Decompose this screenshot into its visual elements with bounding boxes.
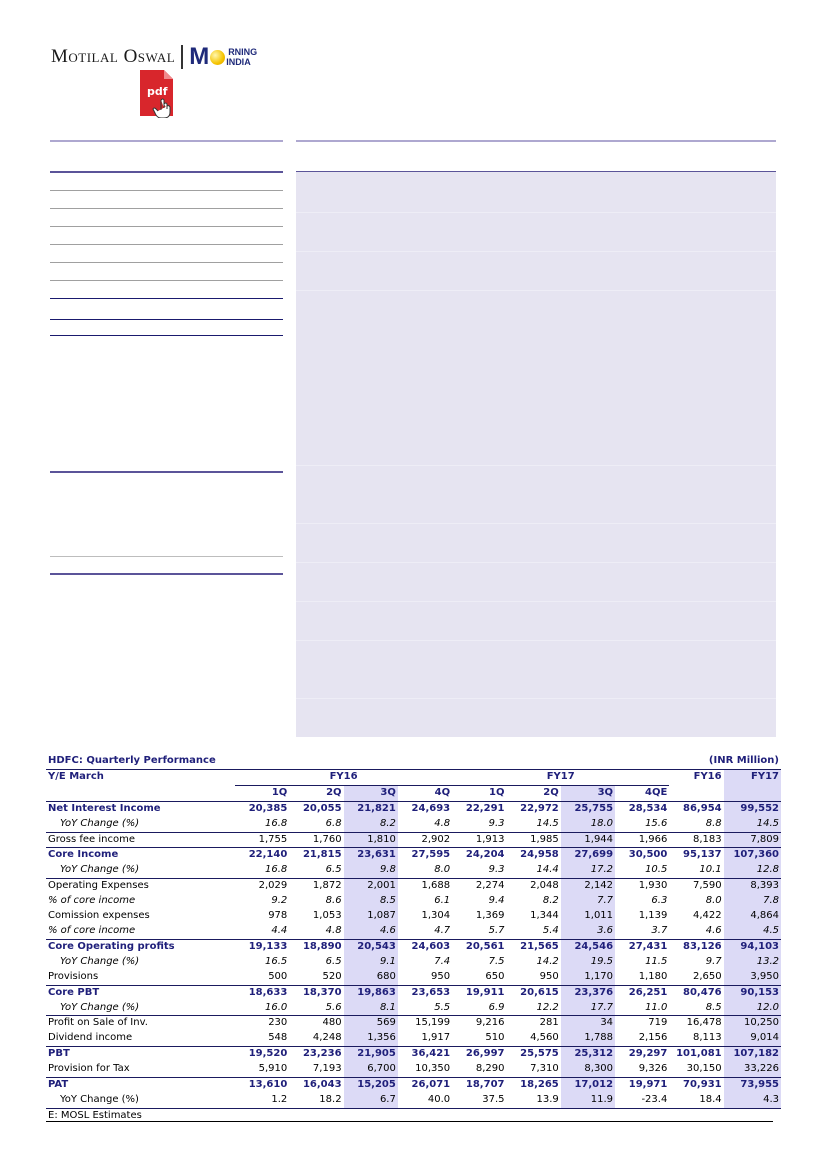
cell-value: 520: [322, 970, 342, 982]
cell-value: 29,297: [615, 1047, 669, 1062]
cell-value: 19,133: [235, 939, 289, 954]
cell-value: 2,650: [692, 970, 722, 982]
cell-value: 8,113: [692, 1032, 722, 1044]
table-row: [46, 1031, 781, 1046]
cell-value: 20,385: [235, 801, 289, 816]
cell-value: 21,565: [506, 939, 560, 954]
cell-value: 1,344: [530, 910, 559, 922]
row-label: YoY Change (%): [60, 1001, 140, 1013]
cell-value: 1,872: [289, 879, 343, 894]
cell-value: 9.4: [488, 895, 505, 907]
cell-value: 4.8: [434, 817, 451, 829]
cell-value: 6.9: [488, 1001, 505, 1013]
cell-value: 6.3: [651, 895, 668, 907]
row-label: Net Interest Income: [46, 801, 235, 816]
motilal-oswal-logo: [51, 44, 257, 70]
cell-value: 6.1: [434, 895, 451, 907]
cell-value: 13.2: [724, 955, 781, 970]
cell-value: 26,071: [398, 1078, 452, 1093]
cell-value: 24,546: [561, 939, 615, 954]
cell-value: 510: [485, 1032, 505, 1044]
cell-value: 4,422: [692, 910, 722, 922]
cell-value: 9.1: [344, 955, 398, 970]
cell-value: 18,265: [506, 1078, 560, 1093]
cell-value: 22,140: [235, 848, 289, 863]
cell-value: 70,931: [669, 1078, 723, 1093]
row-label: YoY Change (%): [46, 1093, 235, 1108]
cell-value: 9.3: [488, 864, 505, 876]
quarter-header: 3Q: [344, 785, 398, 801]
cell-value: 4.4: [271, 924, 288, 936]
wordmark-bottom: INDIA: [226, 57, 251, 67]
sun-icon: [210, 50, 225, 65]
cell-value: 24,693: [398, 801, 452, 816]
cell-value: 4,248: [312, 1032, 342, 1044]
cell-value: 8,300: [561, 1062, 615, 1077]
quarter-header: 2Q: [543, 786, 559, 798]
cell-value: 11.0: [645, 1001, 668, 1013]
cell-value: 1,760: [289, 832, 343, 848]
cell-value: 25,312: [561, 1047, 615, 1062]
quarter-header: 4Q: [434, 786, 451, 798]
cell-value: 1.2: [235, 1093, 289, 1108]
cell-value: 10,250: [724, 1016, 781, 1031]
cell-value: 2,274: [452, 879, 506, 894]
cell-value: 24,204: [452, 848, 506, 863]
page-footer-rule: [46, 1121, 773, 1122]
cell-value: 17,012: [561, 1078, 615, 1093]
cell-value: 5,910: [258, 1063, 288, 1075]
cell-value: 21,905: [344, 1047, 398, 1062]
cell-value: 18.4: [669, 1093, 723, 1108]
cell-value: 40.0: [398, 1093, 452, 1108]
cell-value: 21,821: [344, 801, 398, 816]
cell-value: 13,610: [235, 1078, 289, 1093]
footnote: E: MOSL Estimates: [48, 1109, 142, 1121]
table-row: [46, 894, 781, 909]
cell-value: 7.4: [434, 955, 451, 967]
quarter-header: 1Q: [489, 786, 505, 798]
row-label: Operating Expenses: [46, 879, 235, 894]
cell-value: 7,590: [669, 879, 723, 894]
cell-value: 548: [268, 1032, 288, 1044]
table-row: [46, 1062, 781, 1077]
row-label: Core Income: [46, 848, 235, 863]
row-label: Comission expenses: [48, 910, 150, 922]
table-row: [46, 801, 781, 816]
cell-value: 6,700: [344, 1062, 398, 1077]
cell-value: 17.2: [561, 863, 615, 878]
row-label: Gross fee income: [46, 832, 235, 848]
cell-value: 23,376: [561, 985, 615, 1000]
cell-value: 18,370: [289, 985, 343, 1000]
cell-value: 650: [485, 970, 505, 982]
cell-value: 26,251: [615, 985, 669, 1000]
cell-value: 36,421: [398, 1047, 452, 1062]
cell-value: 950: [431, 970, 451, 982]
cell-value: 8.0: [434, 864, 451, 876]
row-header-label: Y/E March: [46, 769, 235, 785]
cell-value: 17.7: [561, 1001, 615, 1016]
cell-value: 9.7: [705, 955, 722, 967]
table-unit: (INR Million): [708, 755, 779, 766]
table-title: HDFC: Quarterly Performance: [48, 755, 216, 766]
cell-value: 8,393: [724, 879, 781, 894]
cell-value: 7,193: [312, 1063, 342, 1075]
cell-value: 4.6: [344, 924, 398, 939]
cell-value: 18.2: [289, 1093, 343, 1108]
cell-value: 16.5: [265, 955, 288, 967]
annual-header-fy16: FY16: [669, 769, 723, 785]
row-label: PBT: [46, 1047, 235, 1062]
table-row: [46, 1093, 781, 1108]
cell-value: 1,053: [312, 910, 342, 922]
cell-value: 1,985: [506, 832, 560, 848]
row-label: YoY Change (%): [60, 955, 140, 967]
quarterly-performance-table: [46, 754, 781, 1124]
row-label: Provision for Tax: [48, 1063, 130, 1075]
cell-value: 1,170: [561, 970, 615, 985]
table-row: [46, 879, 781, 894]
row-label: YoY Change (%): [60, 864, 140, 876]
cell-value: 1,930: [615, 879, 669, 894]
cell-value: 18,707: [452, 1078, 506, 1093]
cell-value: 14.5: [724, 817, 781, 832]
cell-value: 230: [235, 1016, 289, 1031]
cell-value: 1,139: [638, 910, 668, 922]
cell-value: 95,137: [669, 848, 723, 863]
row-label: % of core income: [48, 895, 136, 907]
table-row: [46, 848, 781, 863]
cell-value: 719: [615, 1016, 669, 1031]
cell-value: 6.8: [325, 817, 342, 829]
cell-value: 4.8: [325, 924, 342, 936]
pdf-label: pdf: [147, 85, 168, 98]
cell-value: 15,205: [344, 1078, 398, 1093]
cell-value: 5.7: [488, 924, 505, 936]
table-row: [46, 863, 781, 878]
cell-value: 22,291: [452, 801, 506, 816]
cell-value: 1,913: [452, 832, 506, 848]
cell-value: 2,142: [561, 879, 615, 894]
cell-value: 16.8: [265, 864, 288, 876]
cell-value: 2,048: [506, 879, 560, 894]
morning-india-initial: M: [189, 43, 210, 70]
cell-value: 6.5: [325, 955, 342, 967]
cell-value: 9.3: [488, 817, 505, 829]
cell-value: 20,561: [452, 939, 506, 954]
cell-value: 2,156: [638, 1032, 668, 1044]
cell-value: 1,788: [561, 1031, 615, 1046]
cell-value: 27,595: [398, 848, 452, 863]
cell-value: 28,534: [615, 801, 669, 816]
cell-value: 680: [344, 970, 398, 985]
cell-value: 15.6: [645, 817, 668, 829]
cell-value: 16,043: [289, 1078, 343, 1093]
cell-value: 19,863: [344, 985, 398, 1000]
cell-value: 23,631: [344, 848, 398, 863]
cell-value: 34: [561, 1016, 615, 1031]
table-row: [46, 1047, 781, 1062]
cell-value: 3.6: [561, 924, 615, 939]
row-label: % of core income: [48, 924, 136, 936]
cell-value: 12.0: [724, 1001, 781, 1016]
row-label: YoY Change (%): [60, 817, 140, 829]
cell-value: 99,552: [724, 801, 781, 816]
cell-value: 2,902: [398, 832, 452, 848]
cell-value: 16.8: [265, 817, 288, 829]
year-group-fy16: FY16: [235, 769, 452, 785]
cell-value: 4.5: [724, 924, 781, 939]
cell-value: 22,972: [506, 801, 560, 816]
cell-value: 18,633: [235, 985, 289, 1000]
cell-value: 8.2: [344, 817, 398, 832]
cell-value: 11.5: [645, 955, 668, 967]
cell-value: 21,815: [289, 848, 343, 863]
cell-value: 8,183: [669, 832, 723, 848]
cell-value: 8.1: [344, 1001, 398, 1016]
brand-name: Motilal Oswal: [51, 46, 176, 67]
quarter-header: 2Q: [326, 786, 342, 798]
cell-value: 8,290: [475, 1063, 505, 1075]
cell-value: 480: [289, 1016, 343, 1031]
row-label: Core Operating profits: [46, 939, 235, 954]
cell-value: 4.3: [724, 1093, 781, 1108]
cell-value: 569: [344, 1016, 398, 1031]
table-row: [46, 970, 781, 985]
cell-value: 13.9: [506, 1093, 560, 1108]
cell-value: 9.2: [271, 895, 288, 907]
cell-value: 7.8: [724, 894, 781, 909]
cell-value: 6.7: [344, 1093, 398, 1108]
table-row: [46, 909, 781, 924]
cell-value: 101,081: [669, 1047, 723, 1062]
table-row: [46, 1078, 781, 1093]
cell-value: 500: [268, 970, 288, 982]
cell-value: 73,955: [724, 1078, 781, 1093]
cell-value: 3,950: [724, 970, 781, 985]
cell-value: 19,911: [452, 985, 506, 1000]
cell-value: 14.4: [536, 864, 559, 876]
cell-value: 90,153: [724, 985, 781, 1000]
cell-value: 19,520: [235, 1047, 289, 1062]
quarter-header: 4QE: [645, 786, 668, 798]
cell-value: 30,500: [615, 848, 669, 863]
cell-value: 1,180: [638, 970, 668, 982]
cell-value: 14.5: [536, 817, 559, 829]
cell-value: 2,001: [344, 879, 398, 894]
cell-value: 24,603: [398, 939, 452, 954]
cell-value: 4,864: [724, 909, 781, 924]
cell-value: 20,543: [344, 939, 398, 954]
cell-value: 23,653: [398, 985, 452, 1000]
cell-value: 20,615: [506, 985, 560, 1000]
cell-value: 25,755: [561, 801, 615, 816]
morning-india-wordmark: [226, 47, 257, 67]
cell-value: 9,014: [724, 1031, 781, 1046]
cell-value: 19,971: [615, 1078, 669, 1093]
cell-value: 6.5: [325, 864, 342, 876]
cell-value: 4.6: [705, 924, 722, 936]
cell-value: 1,810: [344, 832, 398, 848]
cell-value: 7.7: [561, 894, 615, 909]
logo-divider: [181, 45, 183, 69]
row-label: Dividend income: [48, 1032, 133, 1044]
cell-value: 1,011: [561, 909, 615, 924]
quarter-header: 1Q: [271, 786, 288, 798]
cell-value: 10.1: [699, 864, 722, 876]
cell-value: 9,216: [452, 1016, 506, 1031]
cell-value: 978: [268, 910, 288, 922]
table-row: [46, 955, 781, 970]
cell-value: 24,958: [506, 848, 560, 863]
cell-value: 3.7: [651, 924, 668, 936]
table-row: [46, 924, 781, 939]
cell-value: -23.4: [615, 1093, 669, 1108]
cell-value: 8.6: [325, 895, 342, 907]
cell-value: 8.5: [344, 894, 398, 909]
cell-value: 12.2: [536, 1001, 559, 1013]
cell-value: 7,809: [724, 832, 781, 848]
cell-value: 4,560: [530, 1032, 559, 1044]
table-row: [46, 817, 781, 832]
row-label: Provisions: [48, 970, 99, 982]
annual-header-fy17: FY17: [724, 769, 781, 785]
cell-value: 18.0: [561, 817, 615, 832]
cell-value: 26,997: [452, 1047, 506, 1062]
cell-value: 27,431: [615, 939, 669, 954]
cell-value: 8.5: [705, 1001, 722, 1013]
cell-value: 5.4: [542, 924, 559, 936]
cell-value: 86,954: [669, 801, 723, 816]
table-row: [46, 985, 781, 1000]
cell-value: 94,103: [724, 939, 781, 954]
cell-value: 19.5: [561, 955, 615, 970]
row-label: Profit on Sale of Inv.: [46, 1016, 235, 1031]
cell-value: 25,575: [506, 1047, 560, 1062]
cell-value: 15,199: [398, 1016, 452, 1031]
cell-value: 8.8: [705, 817, 722, 829]
cell-value: 12.8: [724, 863, 781, 878]
cell-value: 5.6: [325, 1001, 342, 1013]
cell-value: 23,236: [289, 1047, 343, 1062]
cell-value: 9.8: [344, 863, 398, 878]
cell-value: 1,966: [615, 832, 669, 848]
cell-value: 8.2: [542, 895, 559, 907]
cell-value: 1,356: [344, 1031, 398, 1046]
cell-value: 14.2: [536, 955, 559, 967]
cell-value: 7,310: [530, 1063, 559, 1075]
table-row: [46, 1001, 781, 1016]
cell-value: 1,917: [421, 1032, 451, 1044]
cell-value: 83,126: [669, 939, 723, 954]
cell-value: 8.0: [705, 895, 722, 907]
cell-value: 1,087: [344, 909, 398, 924]
row-label: PAT: [46, 1078, 235, 1093]
cell-value: 9,326: [638, 1063, 668, 1075]
cell-value: 1,944: [561, 832, 615, 848]
cell-value: 33,226: [724, 1062, 781, 1077]
cell-value: 950: [539, 970, 559, 982]
cell-value: 1,688: [398, 879, 452, 894]
cell-value: 27,699: [561, 848, 615, 863]
table-row: [46, 939, 781, 954]
cell-value: 281: [506, 1016, 560, 1031]
cell-value: 37.5: [452, 1093, 506, 1108]
cell-value: 18,890: [289, 939, 343, 954]
cell-value: 30,150: [686, 1063, 722, 1075]
cell-value: 16,478: [669, 1016, 723, 1031]
cell-value: 2,029: [235, 879, 289, 894]
cell-value: 1,369: [475, 910, 505, 922]
cell-value: 10,350: [415, 1063, 451, 1075]
cell-value: 107,182: [724, 1047, 781, 1062]
row-label: Core PBT: [46, 985, 235, 1000]
cell-value: 1,304: [421, 910, 451, 922]
pdf-download-icon[interactable]: [139, 70, 173, 118]
table-row: [46, 1016, 781, 1031]
cell-value: 10.5: [645, 864, 668, 876]
cell-value: 7.5: [488, 955, 505, 967]
cell-value: 5.5: [434, 1001, 451, 1013]
quarter-header: 3Q: [561, 785, 615, 801]
cell-value: 4.7: [434, 924, 451, 936]
table-row: [46, 832, 781, 848]
cell-value: 1,755: [235, 832, 289, 848]
cell-value: 11.9: [561, 1093, 615, 1108]
cell-value: 20,055: [289, 801, 343, 816]
cell-value: 107,360: [724, 848, 781, 863]
year-group-fy17: FY17: [452, 769, 669, 785]
cell-value: 16.0: [265, 1001, 288, 1013]
cell-value: 80,476: [669, 985, 723, 1000]
table-body: [46, 801, 781, 1108]
wordmark-top: RNING: [228, 47, 258, 57]
